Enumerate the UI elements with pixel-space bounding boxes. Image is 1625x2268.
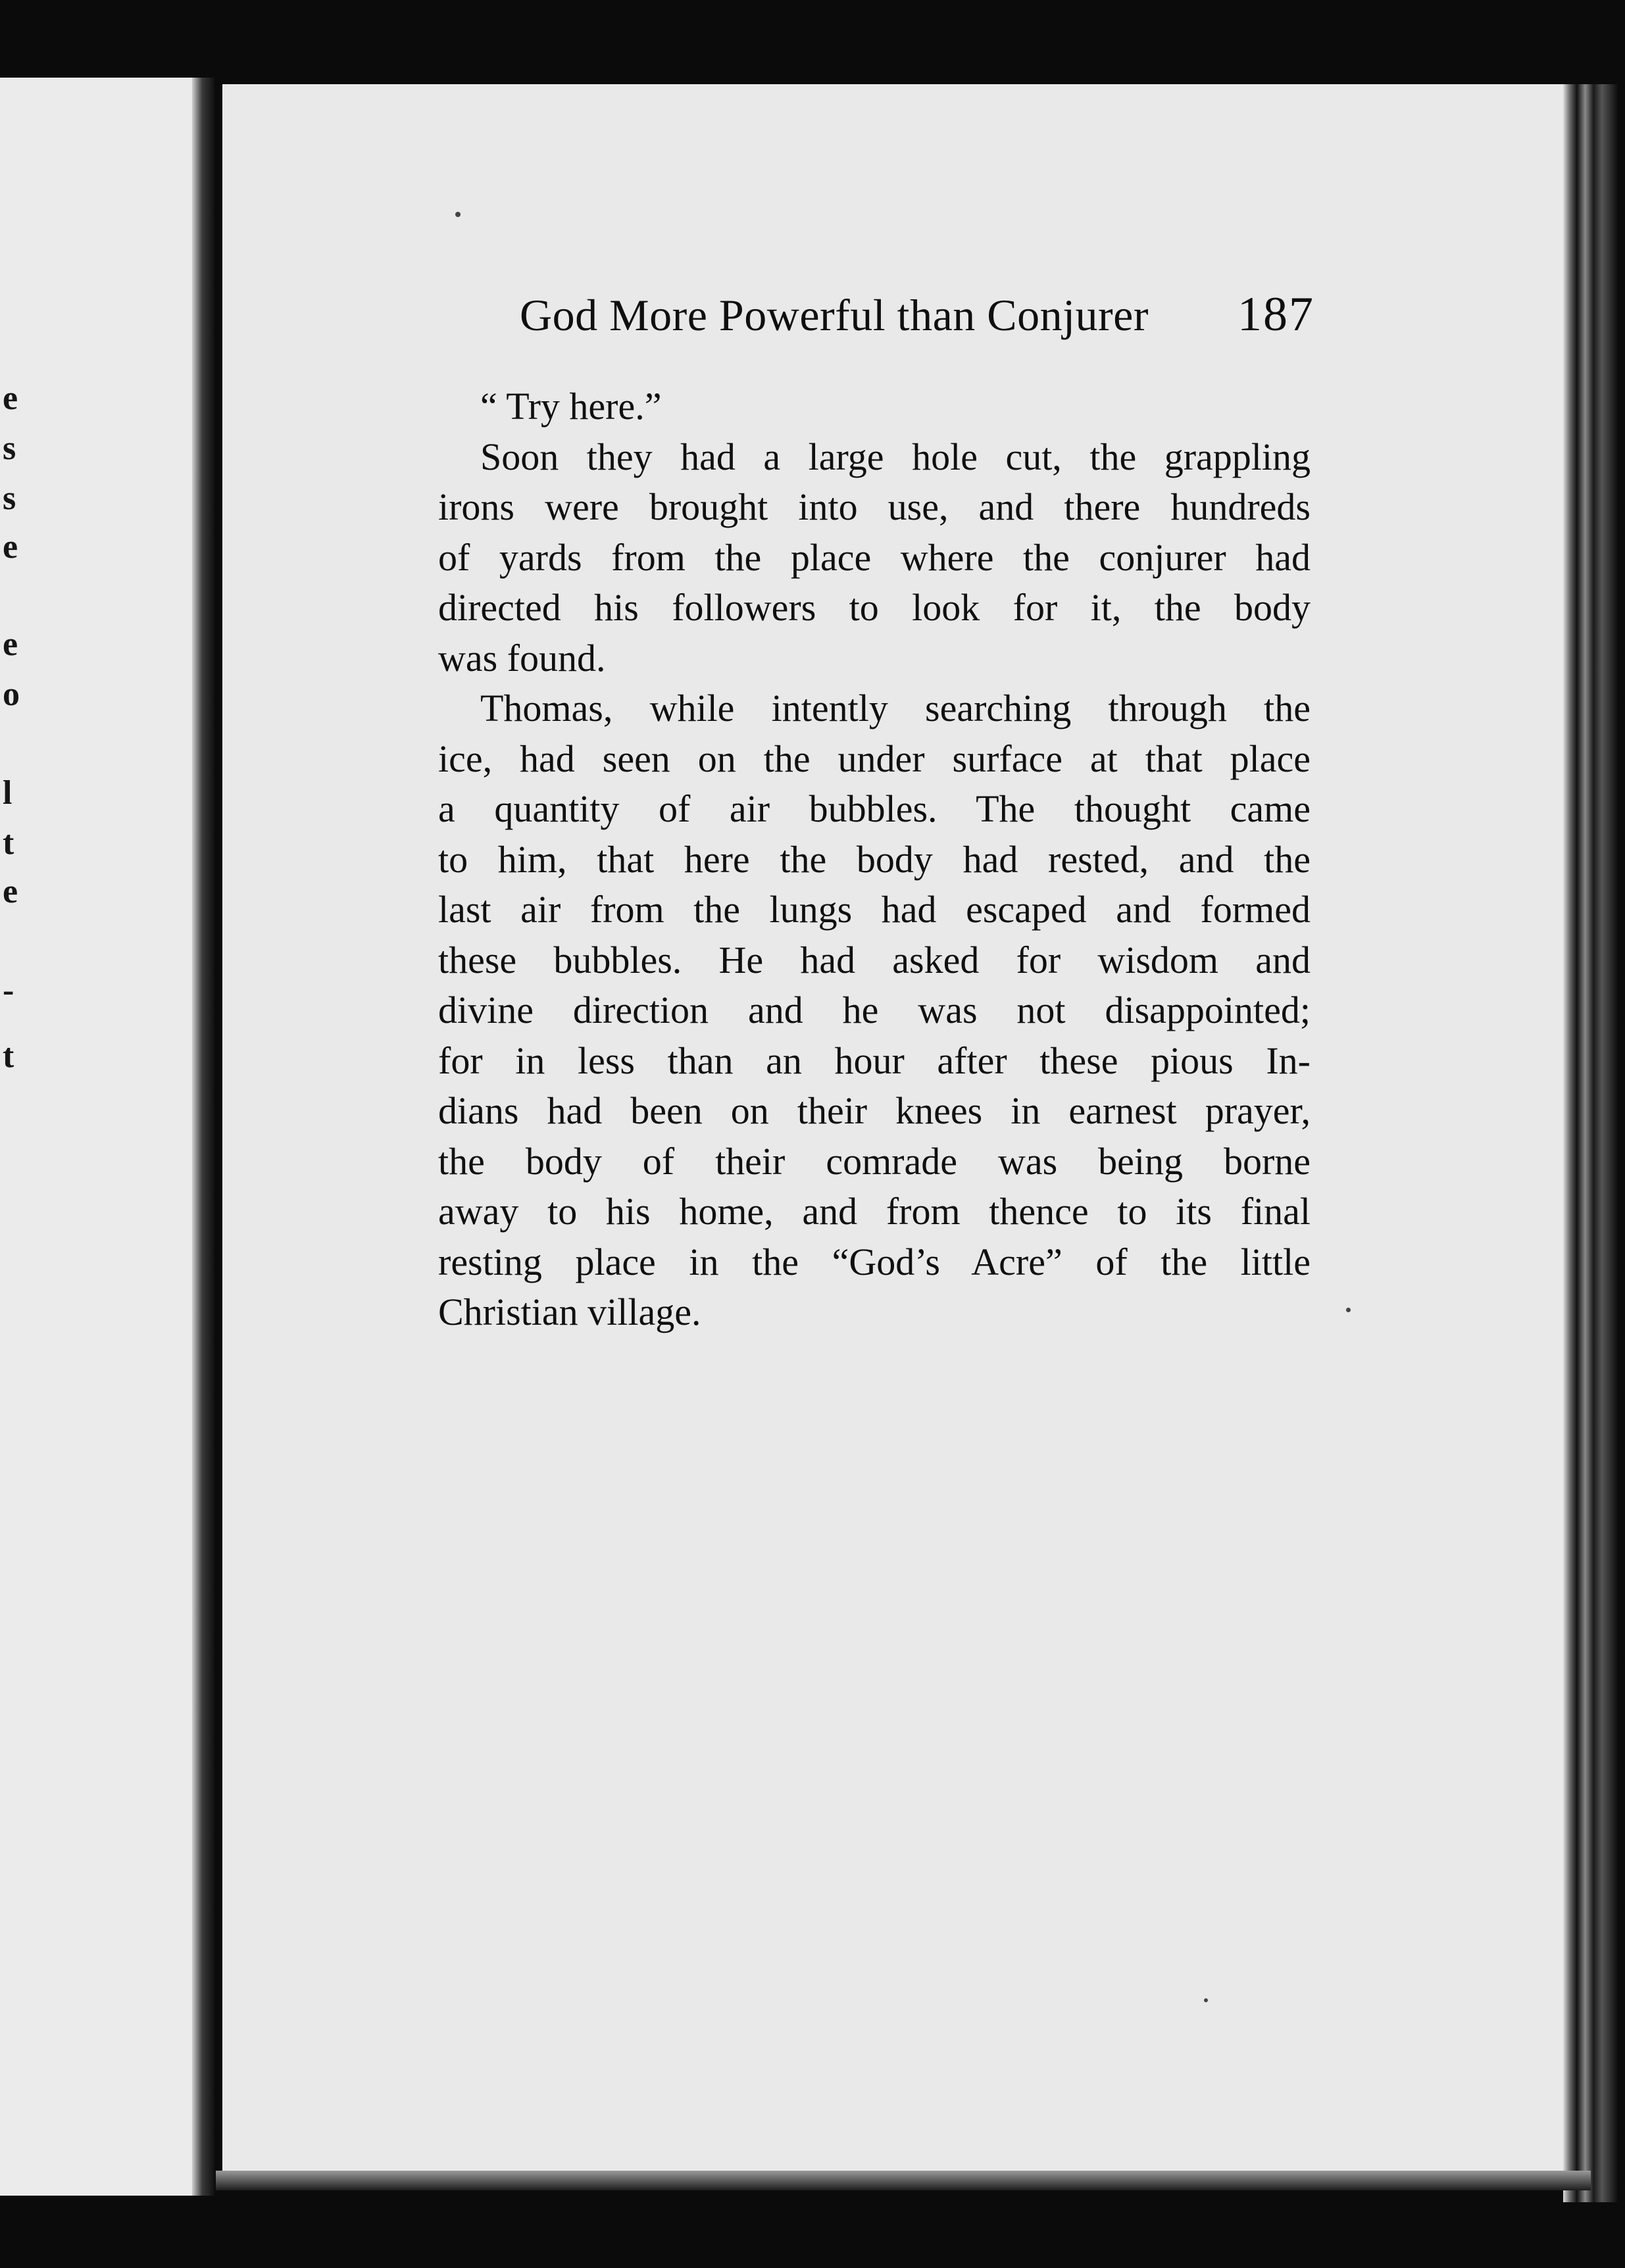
fragment-char: t: [3, 824, 14, 862]
text-line: directed his followers to look for it, the body: [438, 586, 1311, 629]
fragment-char: e: [3, 528, 18, 566]
running-head: [520, 287, 1314, 343]
text-line: Christian village.: [438, 1291, 701, 1333]
text-line: the body of their comrade was being borne: [438, 1139, 1311, 1183]
scan-speck: [1346, 1308, 1351, 1312]
text-line: last air from the lungs had escaped and formed: [438, 888, 1311, 931]
body-text: [438, 382, 1311, 1338]
text-line: divine direction and he was not disappointed;: [438, 989, 1311, 1031]
fragment-char: t: [3, 1037, 14, 1075]
fragment-char: s: [3, 480, 16, 517]
text-line: these bubbles. He had asked for wisdom and: [438, 938, 1311, 981]
fragment-char: e: [3, 380, 18, 417]
scan-speck: [455, 212, 461, 217]
scan-speck: [1204, 1998, 1208, 2002]
text-line: dians had been on their knees in earnest prayer,: [438, 1089, 1311, 1132]
text-line: Soon they had a large hole cut, the grappling: [480, 435, 1311, 478]
text-line: resting place in the “God’s Acre” of the little: [438, 1240, 1311, 1283]
page-bottom-edge: [216, 2171, 1591, 2190]
fragment-char: e: [3, 873, 18, 910]
fragment-char: -: [3, 972, 14, 1009]
gutter-shadow: [192, 78, 214, 2196]
text-line: “ Try here.”: [480, 385, 662, 428]
text-line: irons were brought into use, and there hundreds: [438, 485, 1311, 528]
text-line: was found.: [438, 636, 606, 679]
page-stack-edge: [1563, 84, 1618, 2202]
text-line: Thomas, while intently searching through the: [480, 687, 1311, 729]
text-line: away to his home, and from thence to its final: [438, 1190, 1311, 1233]
text-line: for in less than an hour after these pious In-: [438, 1039, 1311, 1082]
text-line: to him, that here the body had rested, and the: [438, 837, 1311, 881]
facing-page-fragment: [0, 78, 203, 2196]
page-number: 187: [1238, 287, 1314, 341]
text-line: ice, had seen on the under surface at that place: [438, 737, 1311, 780]
fragment-char: s: [3, 430, 16, 467]
fragment-char: o: [3, 676, 20, 713]
fragment-char: e: [3, 626, 18, 663]
text-line: of yards from the place where the conjurer had: [438, 535, 1311, 579]
fragment-char: l: [3, 774, 12, 812]
text-line: a quantity of air bubbles. The thought came: [438, 787, 1311, 830]
running-head-title: God More Powerful than Conjurer: [520, 290, 1149, 340]
